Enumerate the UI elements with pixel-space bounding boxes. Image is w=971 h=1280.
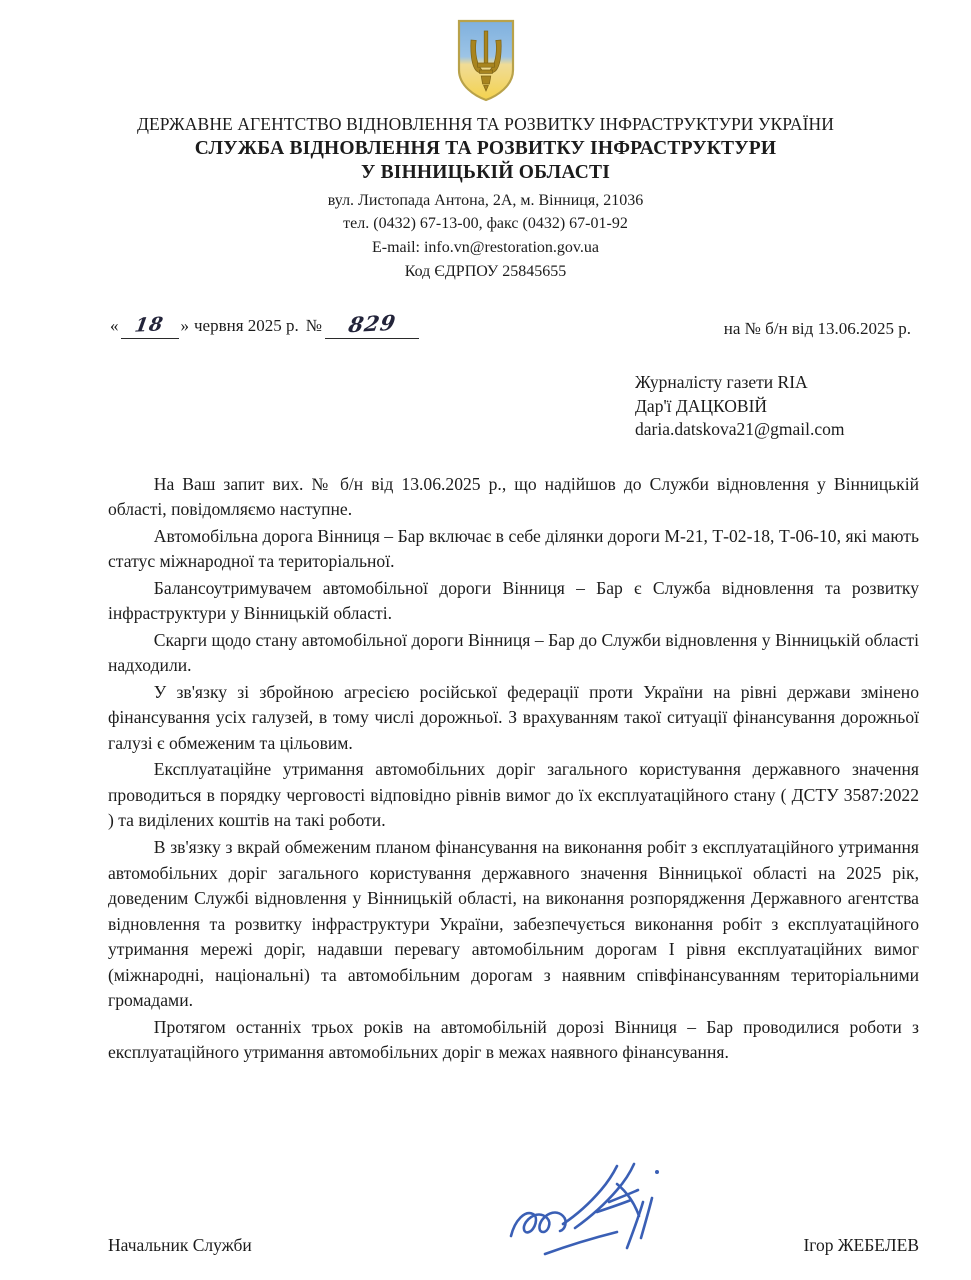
body-paragraph: На Ваш запит вих. № б/н від 13.06.2025 р., що надійшов до Служби відновлення у Вінницькій області, повідомляємо наступне. [108,473,919,520]
quote-open: « [110,316,119,336]
addressee-name: Дар'ї ДАЦКОВІЙ [635,395,768,416]
body-paragraph: У зв'язку зі збройною агресією російської федерації проти України на рівні держави змінено фінансування усіх галузей, в тому числі дорожньої. З врахуванням такої ситуації фінансування дорожньої галузі є обмеженим та цільовим. [108,681,919,753]
incoming-reference: на № б/н від 13.06.2025 р. [723,319,911,339]
addressee-email: daria.datskova21@gmail.com [635,419,845,440]
letterhead [0,114,971,283]
body-paragraph: Протягом останніх трьох років на автомобільній дорозі Вінниця – Бар проводилися роботи з експлуатаційного утримання автомобільних доріг в межах наявного фінансування. [108,1016,919,1063]
body-paragraph: Автомобільна дорога Вінниця – Бар включає в себе ділянки дороги М-21, Т-02-18, Т-06-10, які мають статус міжнародної та територіальної. [108,525,919,572]
date-day-field [121,314,179,339]
body-paragraph: Експлуатаційне утримання автомобільних доріг загального користування державного значення проводиться в порядку черговості відповідно рівнів вимог до їх експлуатаційного стану ( ДСТУ 3587:2022 ) та виділених коштів на такі роботи. [108,759,919,831]
letterhead-email: E-mail: info.vn@restoration.gov.ua [372,239,599,256]
letterhead-service-line2: У ВІННИЦЬКІЙ ОБЛАСТІ [360,161,610,183]
signer-name: Ігор ЖЕБЕЛЕВ [803,1235,919,1255]
quote-close: » [180,316,189,336]
letterhead-address: вул. Листопада Антона, 2А, м. Вінниця, 21036 [327,191,644,209]
letterhead-service-line1: СЛУЖБА ВІДНОВЛЕННЯ ТА РОЗВИТКУ ІНФРАСТРУКТУРИ [194,138,777,159]
letterhead-edrpou: Код ЄДРПОУ 25845655 [404,262,567,280]
body-paragraph: Балансоутримувачем автомобільної дороги Вінниця – Бар є Служба відновлення та розвитку інфраструктури у Вінницькій області. [108,577,919,624]
number-label: № [305,316,323,336]
document-number-field [325,311,419,339]
document-number-handwritten: 829 [346,310,398,338]
body-paragraph: Скарги щодо стану автомобільної дороги Вінниця – Бар до Служби відновлення у Вінницькій області надходили. [108,629,919,676]
signer-title: Начальник Служби [108,1235,252,1255]
outgoing-reference [110,311,419,339]
addressee-block [0,371,971,441]
addressee-role: Журналісту газети RIA [635,372,808,393]
body-paragraph: В зв'язку з вкрай обмеженим планом фінансування на виконання робіт з експлуатаційного утримання автомобільних доріг загального користування державного значення Вінницької області на 2025 рік, доведеним Службі відновлення у Вінницькій області, на виконання розпорядження Державного агентства відновлення та розвитку інфраструктури України, забезпечується виконання робіт з експлуатаційного утримання мережі доріг, надавши перевагу автомобільним дорогам I рівня експлуатаційних вимог (міжнародні, національні) та автомобільним дорогам з наявним співфінансуванням територіальними громадами. [108,837,919,1011]
letterhead-agency-name: ДЕРЖАВНЕ АГЕНТСТВО ВІДНОВЛЕННЯ ТА РОЗВИТКУ ІНФРАСТРУКТУРИ УКРАЇНИ [136,114,835,134]
ukrainian-coat-of-arms-icon [455,18,517,102]
date-month-year: червня 2025 р. [194,316,299,336]
reference-row [0,311,971,339]
signature-block [0,1235,971,1256]
letterhead-phone: тел. (0432) 67-13-00, факс (0432) 67-01-92 [343,215,628,233]
date-day-handwritten: 18 [133,313,166,338]
letter-body [0,472,971,1066]
handwritten-signature [505,1158,695,1264]
emblem-container [0,0,971,102]
